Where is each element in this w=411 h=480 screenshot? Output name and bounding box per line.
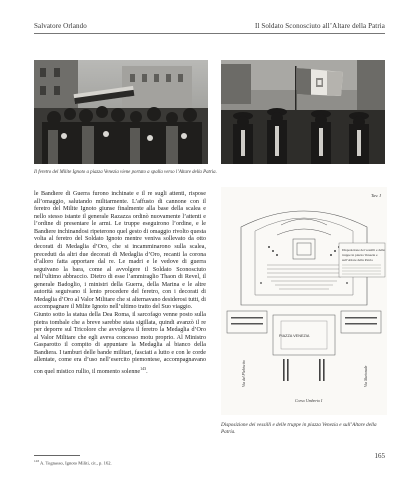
body-paragraph: Giunto sotto la statua della Dea Roma, il sarcofago venne posto sulla pietra tombale che a breve sarebbe stata sigillata, quindi avanzò il re per deporre sul Tricolore che avvolgeva il feretro la Medaglia d’Oro al Valor Militare che egli aveva concesso motu proprio. Al Ministro Gasparotto il compito di appuntare la Medaglia al bianco della Bandiera. I tamburi delle bande militari, fasciati a lutto e con le corde allentate, come era d’uso nell’esercito piemontese, accompagnavano con quel mistico rullio, il momento solenne$^{143}$. — [34, 312, 206, 375]
body-paragraph: le Bandiere di Guerra furono inchinate e il re sugli attenti, rispose all’omaggio, salutando militarmente. L’affusto di cannone con il feretro del Milite Ignoto giunse finalmente alla base della scalea e nello stesso istante il generale Razazza ordinò nuovamente l’attenti e l’ordine di presentare le armi. Le truppe eseguirono l’ordine, e le Bandiere inchinandosi ripeterono quel gesto di omaggio rivolto questa volta al feretro del Soldato Ignoto mentre veniva sollevato da otto decorati di Medaglia d’Oro, che si incamminarono sulla scalea, preceduti da altri due decorati di Medaglia d’Oro, recanti la corona d’alloro fatta apportare dal re. Le madri e le vedove di guerra seguivano la bara, come al avvolgere il Soldato Sconosciuto nell’ultimo abbraccio. Dietro di esse l’ammiraglio Thaon di Revel, il generale Badoglio, i ministri della Guerra, della Marina e le altre autorità seguivano il lento procedere del feretro, con i decorati di Medaglia d’Oro al Valor Militare che si alternavano desiderosi tutti, di accompagnare il Milite Ignoto nell’ultimo tratto del Suo viaggio. — [34, 191, 206, 311]
body-text — [34, 191, 206, 377]
header-rule — [34, 33, 385, 34]
plan-street-right-label: Via Nazionale — [364, 365, 368, 387]
footnote-rule — [34, 455, 80, 456]
plan-legend-line: sull’Altare della Patria — [342, 258, 373, 262]
plan-corso-label: Corso Umberto I — [295, 398, 323, 403]
footnote-ref: 143 — [140, 365, 147, 371]
plan-piazza-venezia — [221, 187, 387, 415]
plan-caption: Disposizione dei vessilli e delle truppe in piazza Venezia e sull’Altare della Patria. — [221, 422, 377, 435]
running-header-title: Il Soldato Sconosciuto all’Altare della Patria — [255, 22, 385, 30]
page-number: 165 — [374, 452, 385, 460]
plan-tav-label: Tav. I — [371, 193, 381, 198]
running-header-author: Salvatore Orlando — [34, 22, 87, 30]
plan-street-left-label: Via del Plebiscito — [242, 360, 246, 387]
photo-caption: Il feretro del Milite Ignoto a piazza Venezia viene portato a spalla verso l’Altare della Patria. — [34, 170, 217, 175]
photo-coffin-carried — [34, 60, 208, 164]
plan-legend-line: Disposizione dei vessilli e delle — [342, 248, 385, 252]
plan-piazza-label: PIAZZA VENEZIA — [279, 334, 310, 338]
footnote: $^{143}$ A. Tognasso, Ignoto Militi, cit., p. 162. — [34, 459, 112, 466]
photo-flag-soldiers — [221, 60, 385, 164]
plan-legend-line: truppe in piazza Venezia e — [342, 253, 378, 257]
